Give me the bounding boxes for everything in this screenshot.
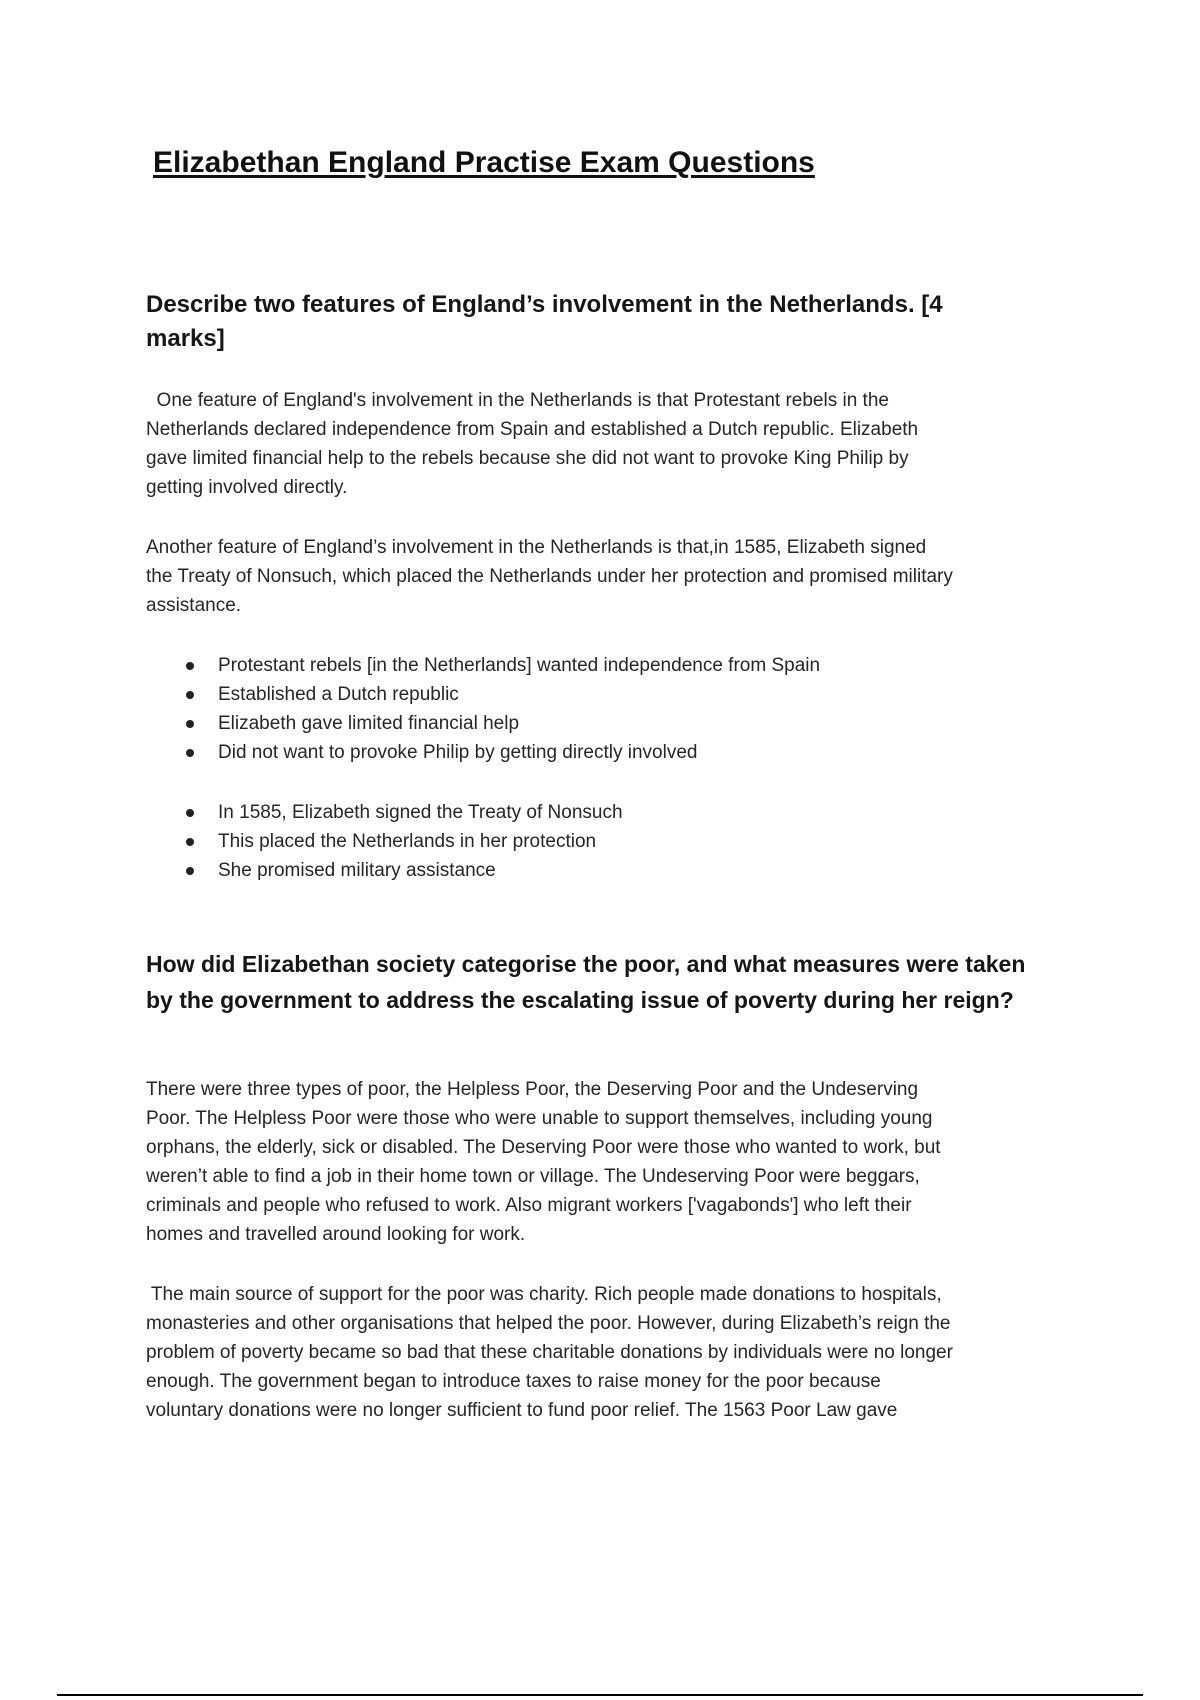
- feature-1-bullet-list: [186, 651, 820, 767]
- list-item-text: Elizabeth gave limited financial help: [218, 713, 520, 734]
- paragraph-line: enough. The government began to introduce taxes to raise money for the poor because: [146, 1371, 881, 1392]
- list-item: [186, 827, 623, 856]
- bullet-icon: [186, 809, 194, 817]
- list-item: [186, 709, 820, 738]
- list-item-text: In 1585, Elizabeth signed the Treaty of Nonsuch: [218, 802, 623, 823]
- paragraph-line: The main source of support for the poor was charity. Rich people made donations to hospitals,: [146, 1284, 942, 1305]
- list-item-text: Did not want to provoke Philip by getting directly involved: [218, 742, 698, 763]
- paragraph-line: criminals and people who refused to work. Also migrant workers ['vagabonds'] who left their: [146, 1195, 912, 1216]
- paragraph-line: gave limited financial help to the rebels because she did not want to provoke King Philip by: [146, 448, 909, 469]
- list-item: [186, 738, 820, 767]
- question-1-answer-paragraph-1: [146, 386, 918, 502]
- paragraph-line: There were three types of poor, the Helpless Poor, the Deserving Poor and the Undeserving: [146, 1079, 919, 1100]
- bullet-icon: [186, 720, 194, 728]
- paragraph-line: voluntary donations were no longer sufficient to fund poor relief. The 1563 Poor Law gave: [146, 1400, 898, 1421]
- question-2-heading: [146, 946, 1025, 1018]
- list-item: [186, 680, 820, 709]
- bullet-icon: [186, 749, 194, 757]
- document-title: Elizabethan England Practise Exam Questions: [153, 146, 815, 179]
- paragraph-line: problem of poverty became so bad that these charitable donations by individuals were no longer: [146, 1342, 953, 1363]
- list-item-text: This placed the Netherlands in her protection: [218, 831, 597, 852]
- list-item-text: Established a Dutch republic: [218, 684, 459, 705]
- feature-2-bullet-list: [186, 798, 623, 885]
- bullet-icon: [186, 838, 194, 846]
- list-item-text: She promised military assistance: [218, 860, 496, 881]
- paragraph-line: getting involved directly.: [146, 477, 348, 498]
- bullet-icon: [186, 867, 194, 875]
- paragraph-line: One feature of England's involvement in the Netherlands is that Protestant rebels in the: [146, 390, 889, 411]
- paragraph-line: Netherlands declared independence from Spain and established a Dutch republic. Elizabeth: [146, 419, 919, 440]
- question-2-heading-line: How did Elizabethan society categorise the poor, and what measures were taken: [146, 951, 1026, 977]
- question-2-answer-paragraph-2: [146, 1280, 953, 1425]
- bullet-icon: [186, 691, 194, 699]
- question-2-heading-line: by the government to address the escalating issue of poverty during her reign?: [146, 987, 1014, 1013]
- question-1-heading: [146, 288, 943, 356]
- question-1-heading-line: marks]: [146, 325, 225, 352]
- question-2-answer-paragraph-1: [146, 1075, 941, 1249]
- question-1-heading-line: Describe two features of England’s involvement in the Netherlands. [4: [146, 291, 943, 318]
- paragraph-line: orphans, the elderly, sick or disabled. The Deserving Poor were those who wanted to work, but: [146, 1137, 941, 1158]
- list-item: [186, 856, 623, 885]
- paragraph-line: Poor. The Helpless Poor were those who were unable to support themselves, including young: [146, 1108, 933, 1129]
- page-bottom-divider: [57, 1694, 1143, 1696]
- list-item-text: Protestant rebels [in the Netherlands] wanted independence from Spain: [218, 655, 821, 676]
- bullet-icon: [186, 662, 194, 670]
- paragraph-line: weren’t able to find a job in their home town or village. The Undeserving Poor were beggars,: [146, 1166, 920, 1187]
- paragraph-line: monasteries and other organisations that helped the poor. However, during Elizabeth’s reign the: [146, 1313, 951, 1334]
- paragraph-line: homes and travelled around looking for work.: [146, 1224, 526, 1245]
- paragraph-line: assistance.: [146, 595, 242, 616]
- paragraph-line: Another feature of England’s involvement in the Netherlands is that,in 1585, Elizabeth signed: [146, 537, 927, 558]
- question-1-answer-paragraph-2: [146, 533, 953, 620]
- list-item: [186, 651, 820, 680]
- list-item: [186, 798, 623, 827]
- paragraph-line: the Treaty of Nonsuch, which placed the Netherlands under her protection and promised military: [146, 566, 953, 587]
